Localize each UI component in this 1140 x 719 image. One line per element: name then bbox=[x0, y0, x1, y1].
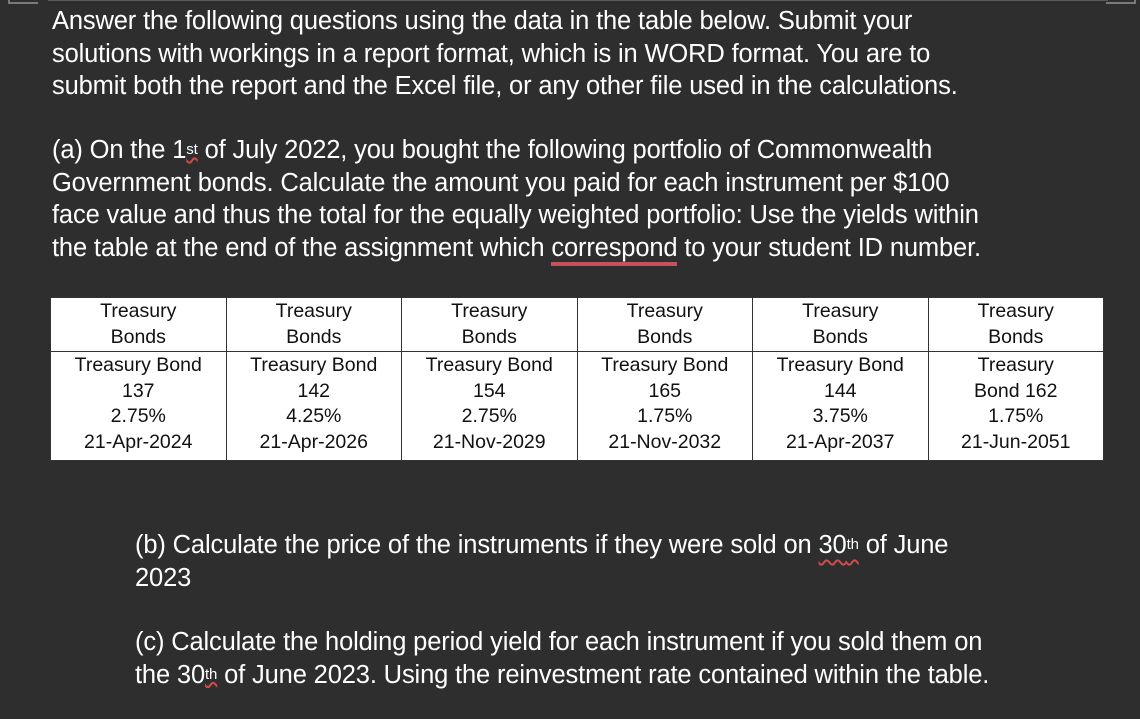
bond-cell-1: Treasury Bond 137 2.75% 21-Apr-2024 bbox=[51, 352, 227, 461]
header-cell-6: Treasury Bonds bbox=[928, 298, 1104, 352]
header-cell-4: Treasury Bonds bbox=[577, 298, 753, 352]
window-corner-left bbox=[8, 0, 38, 4]
question-a-line-2: Government bonds. Calculate the amount you paid for each instrument per $100 bbox=[52, 168, 950, 197]
question-a-line-4-start: the table at the end of the assignment which bbox=[52, 233, 552, 262]
bond-cell-6: Treasury Bond 162 1.75% 21-Jun-2051 bbox=[928, 352, 1104, 461]
bonds-table bbox=[50, 297, 1104, 461]
table-row bbox=[51, 352, 1104, 461]
question-c-line-2-end: of June 2023. Using the reinvestment rate contained within the table. bbox=[217, 660, 990, 689]
question-a-line-4-end: to your student ID number. bbox=[677, 233, 981, 262]
bond-cell-3: Treasury Bond 154 2.75% 21-Nov-2029 bbox=[402, 352, 578, 461]
question-a-line-1-end: of July 2022, you bought the following portfolio of Commonwealth bbox=[197, 136, 933, 164]
question-a-line-1-start: (a) On the 1 bbox=[52, 136, 187, 164]
question-b-line-1-start: (b) Calculate the price of the instruments if they were sold on bbox=[135, 531, 819, 559]
top-divider bbox=[48, 0, 1108, 1]
header-cell-3: Treasury Bonds bbox=[402, 298, 578, 352]
ordinal-suffix-th: th bbox=[846, 536, 859, 553]
header-cell-5: Treasury Bonds bbox=[753, 298, 929, 352]
question-b-line-1 bbox=[135, 529, 1085, 562]
header-cell-1: Treasury Bonds bbox=[51, 298, 227, 352]
question-c-line-2 bbox=[135, 659, 1115, 692]
intro-paragraph bbox=[52, 5, 1112, 103]
question-a-line-1 bbox=[52, 134, 1112, 167]
grammar-flagged-word: correspond bbox=[551, 234, 677, 266]
question-c-line-2-start: the 30 bbox=[135, 660, 205, 689]
bond-cell-2: Treasury Bond 142 4.25% 21-Apr-2026 bbox=[226, 352, 402, 461]
question-b-line-2: 2023 bbox=[135, 563, 192, 592]
question-a-line-4 bbox=[52, 232, 1112, 265]
table-header-row bbox=[51, 298, 1104, 352]
ordinal-suffix-st: st bbox=[186, 141, 198, 158]
window-corner-right bbox=[1106, 0, 1136, 4]
question-a-line-3: face value and thus the total for the equally weighted portfolio: Use the yields within bbox=[52, 201, 979, 230]
question-c-line-1: (c) Calculate the holding period yield for each instrument if you sold them on bbox=[135, 628, 983, 656]
header-cell-2: Treasury Bonds bbox=[226, 298, 402, 352]
question-c bbox=[135, 626, 1115, 691]
bond-cell-5: Treasury Bond 144 3.75% 21-Apr-2037 bbox=[753, 352, 929, 461]
intro-line-2: solutions with workings in a report format, which is in WORD format. You are to bbox=[52, 39, 931, 68]
question-b bbox=[135, 529, 1085, 594]
ordinal-suffix-th-2: th bbox=[205, 665, 218, 683]
intro-line-3: submit both the report and the Excel file, or any other file used in the calculations. bbox=[52, 72, 958, 101]
question-b-line-1-end: of June bbox=[858, 531, 949, 559]
intro-line-1: Answer the following questions using the data in the table below. Submit your bbox=[52, 7, 913, 35]
bond-cell-4: Treasury Bond 165 1.75% 21-Nov-2032 bbox=[577, 352, 753, 461]
question-a bbox=[52, 134, 1112, 264]
flagged-date-number: 30th bbox=[818, 531, 859, 559]
